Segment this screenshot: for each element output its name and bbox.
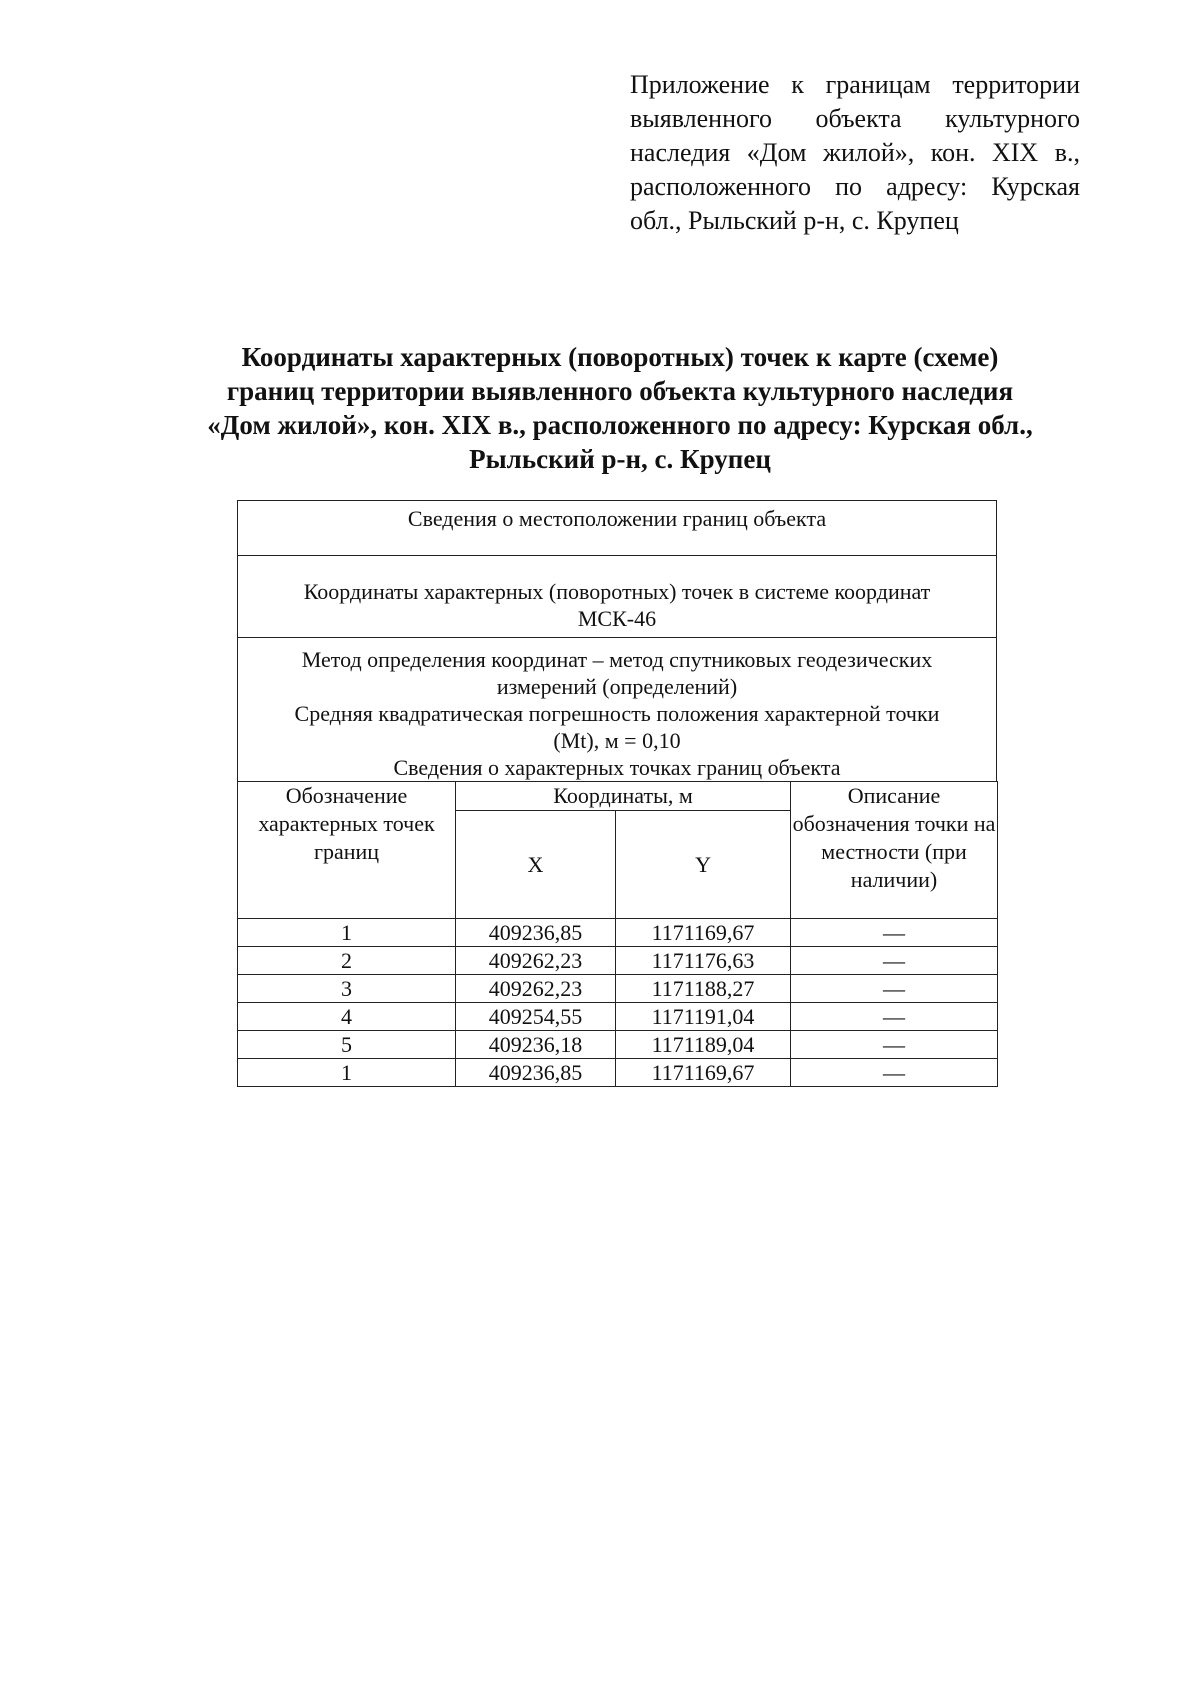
cell-y: 1171189,04 bbox=[616, 1031, 791, 1059]
table-row bbox=[238, 1059, 998, 1087]
title-line: «Дом жилой», кон. XIX в., расположенного по адресу: Курская обл., bbox=[207, 410, 1033, 440]
annex-line: Приложение к границам территории bbox=[630, 70, 1080, 99]
cell-point: 2 bbox=[238, 947, 456, 975]
table-row bbox=[238, 1003, 998, 1031]
title-line: Рыльский р-н, с. Крупец bbox=[469, 444, 771, 474]
cell-x: 409236,85 bbox=[456, 919, 616, 947]
method-line: измерений (определений) bbox=[496, 674, 738, 699]
cell-desc: — bbox=[791, 1003, 998, 1031]
coordinate-system-header bbox=[237, 555, 997, 637]
title-line: Координаты характерных (поворотных) точек к карте (схеме) bbox=[241, 342, 999, 372]
col-designation-header: Обозначение характерных точек границ bbox=[238, 782, 456, 919]
col-coordinates-header: Координаты, м bbox=[456, 782, 791, 811]
method-line: Средняя квадратическая погрешность положения характерной точки bbox=[294, 701, 940, 726]
title-line: границ территории выявленного объекта культурного наследия bbox=[226, 376, 1014, 406]
cell-y: 1171188,27 bbox=[616, 975, 791, 1003]
cell-y: 1171169,67 bbox=[616, 919, 791, 947]
cell-y: 1171169,67 bbox=[616, 1059, 791, 1087]
cell-point: 1 bbox=[238, 1059, 456, 1087]
annex-line: выявленного объекта культурного bbox=[630, 104, 1080, 133]
document-title bbox=[150, 340, 1090, 476]
cell-point: 3 bbox=[238, 975, 456, 1003]
coordinates-table-wrapper bbox=[237, 500, 997, 1087]
table-row bbox=[238, 947, 998, 975]
coordinate-system-line: Координаты характерных (поворотных) точек в системе координат bbox=[303, 579, 931, 604]
method-line: Сведения о характерных точках границ объекта bbox=[393, 755, 841, 780]
cell-point: 4 bbox=[238, 1003, 456, 1031]
annex-line: расположенного по адресу: Курская bbox=[630, 172, 1080, 201]
annex-note bbox=[630, 68, 1080, 238]
cell-desc: — bbox=[791, 1059, 998, 1087]
cell-point: 5 bbox=[238, 1031, 456, 1059]
cell-point: 1 bbox=[238, 919, 456, 947]
cell-desc: — bbox=[791, 975, 998, 1003]
table-row bbox=[238, 1031, 998, 1059]
cell-x: 409262,23 bbox=[456, 947, 616, 975]
annex-line: обл., Рыльский р-н, с. Крупец bbox=[630, 206, 959, 235]
method-line: Метод определения координат – метод спутниковых геодезических bbox=[301, 647, 933, 672]
cell-x: 409236,85 bbox=[456, 1059, 616, 1087]
cell-desc: — bbox=[791, 919, 998, 947]
cell-x: 409254,55 bbox=[456, 1003, 616, 1031]
cell-y: 1171191,04 bbox=[616, 1003, 791, 1031]
method-header bbox=[237, 637, 997, 781]
cell-y: 1171176,63 bbox=[616, 947, 791, 975]
col-x-header: X bbox=[456, 811, 616, 919]
coordinates-table bbox=[237, 781, 998, 1087]
annex-line: наследия «Дом жилой», кон. XIX в., bbox=[630, 138, 1080, 167]
location-info-header bbox=[237, 500, 997, 555]
table-row bbox=[238, 975, 998, 1003]
cell-desc: — bbox=[791, 947, 998, 975]
method-line: (Mt), м = 0,10 bbox=[553, 728, 681, 753]
coordinate-system-line: МСК-46 bbox=[577, 606, 657, 631]
cell-desc: — bbox=[791, 1031, 998, 1059]
cell-x: 409262,23 bbox=[456, 975, 616, 1003]
col-description-header: Описание обозначения точки на местности (при наличии) bbox=[791, 782, 998, 919]
location-info-header-text: Сведения о местоположении границ объекта bbox=[407, 506, 827, 531]
table-row bbox=[238, 919, 998, 947]
col-y-header: Y bbox=[616, 811, 791, 919]
table-body bbox=[238, 919, 998, 1087]
cell-x: 409236,18 bbox=[456, 1031, 616, 1059]
